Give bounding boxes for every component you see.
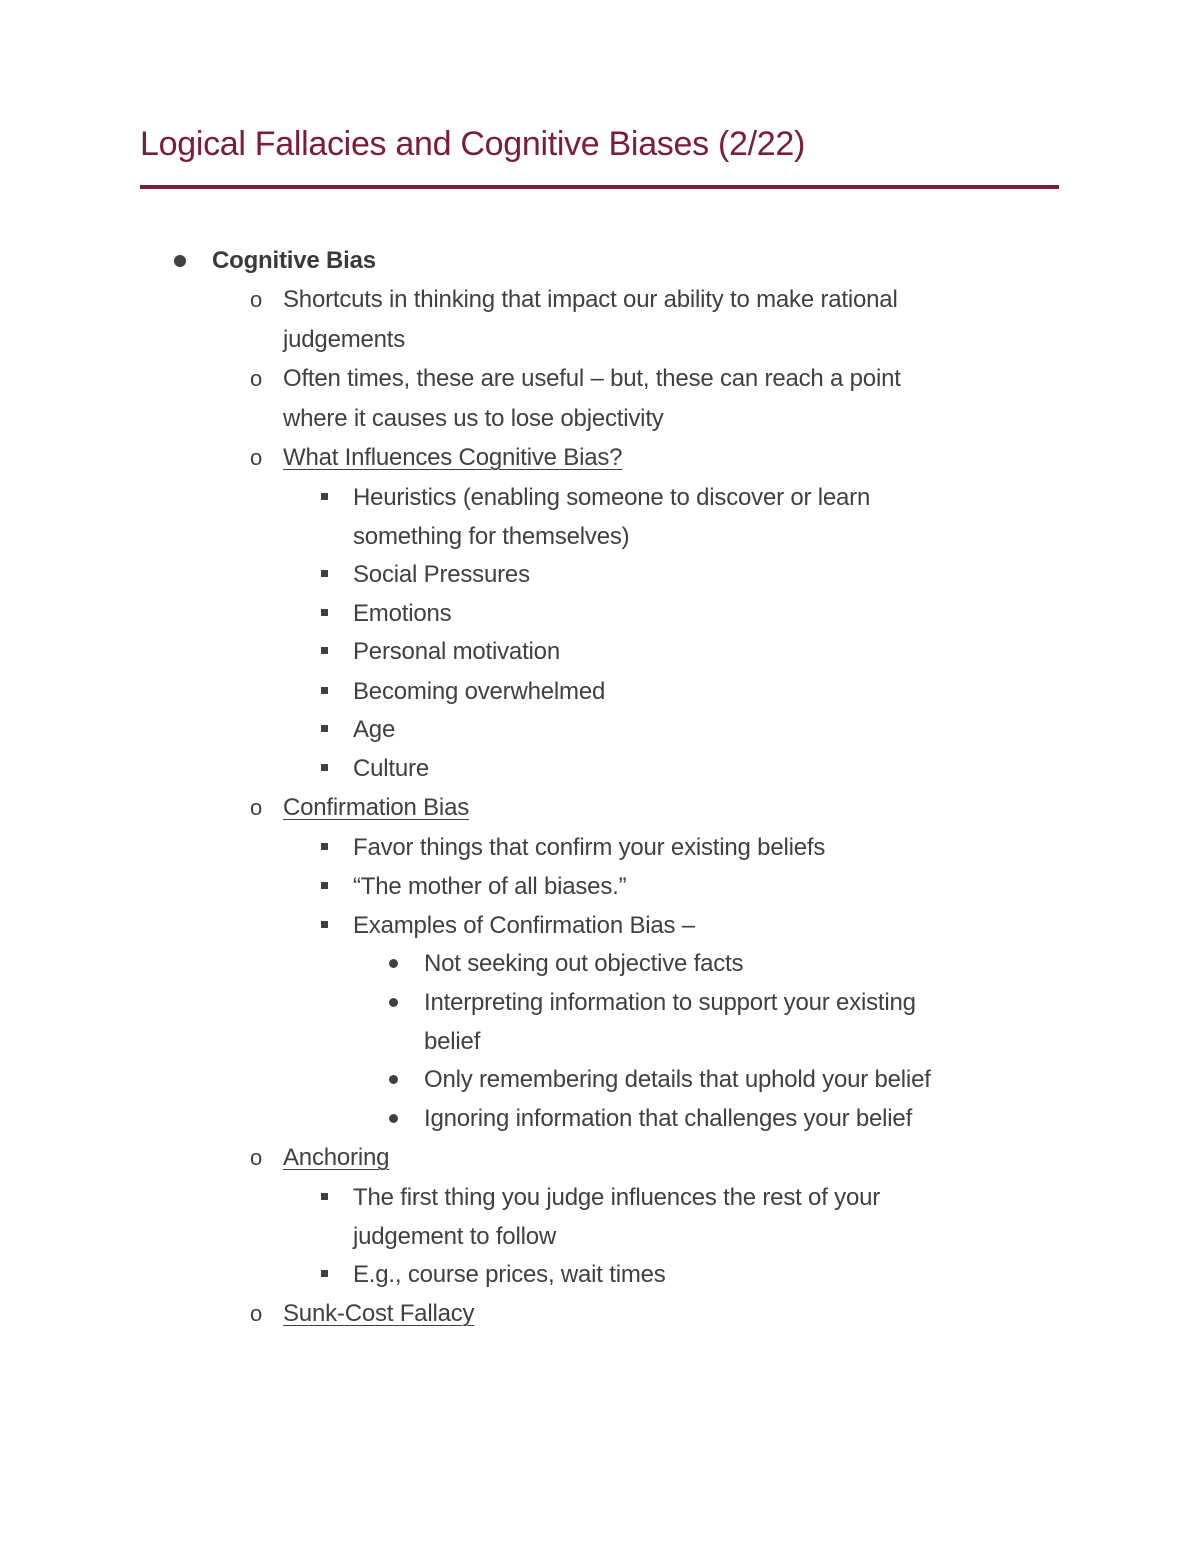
list-item: Interpreting information to support your existing <box>424 989 916 1016</box>
list-item-continued: something for themselves) <box>353 523 630 550</box>
bullet-square-icon <box>321 687 328 694</box>
bullet-square-icon <box>321 843 328 850</box>
list-item: Favor things that confirm your existing beliefs <box>353 834 826 861</box>
bullet-dot-icon <box>389 959 398 968</box>
list-item: Emotions <box>353 600 452 627</box>
list-item: Not seeking out objective facts <box>424 950 744 977</box>
bullet-circle-icon: o <box>250 445 263 470</box>
bullet-square-icon <box>321 609 328 616</box>
bullet-square-icon <box>321 921 328 928</box>
bullet-circle-icon: o <box>250 795 263 820</box>
page-title: Logical Fallacies and Cognitive Biases (2/22) <box>140 125 805 163</box>
list-item: Only remembering details that uphold your belief <box>424 1066 931 1093</box>
list-item: Ignoring information that challenges your belief <box>424 1105 913 1132</box>
bullet-square-icon <box>321 1193 328 1200</box>
bullet-dot-icon <box>174 255 186 267</box>
bullet-square-icon <box>321 493 328 500</box>
bullet-circle-icon: o <box>250 1145 263 1170</box>
subheading-confirmation-bias: Confirmation Bias <box>283 794 470 821</box>
heading-cognitive-bias: Cognitive Bias <box>212 247 376 274</box>
list-item: The first thing you judge influences the rest of your <box>353 1184 881 1211</box>
bullet-circle-icon: o <box>250 366 263 391</box>
list-item: E.g., course prices, wait times <box>353 1261 666 1288</box>
bullet-dot-icon <box>389 998 398 1007</box>
bullet-dot-icon <box>389 1114 398 1123</box>
list-item: Heuristics (enabling someone to discover or learn <box>353 484 871 511</box>
list-item-continued: judgements <box>283 326 406 353</box>
list-item: Culture <box>353 755 429 782</box>
list-item: Personal motivation <box>353 638 560 665</box>
bullet-square-icon <box>321 570 328 577</box>
list-item-continued: judgement to follow <box>353 1223 556 1250</box>
list-item: “The mother of all biases.” <box>353 873 627 900</box>
subheading-sunk-cost: Sunk-Cost Fallacy <box>283 1300 475 1327</box>
subheading-what-influences: What Influences Cognitive Bias? <box>283 444 623 471</box>
subheading-anchoring: Anchoring <box>283 1144 390 1171</box>
bullet-circle-icon: o <box>250 287 263 312</box>
bullet-circle-icon: o <box>250 1301 263 1326</box>
list-item: Examples of Confirmation Bias – <box>353 912 695 939</box>
list-item: Shortcuts in thinking that impact our ability to make rational <box>283 286 898 313</box>
bullet-square-icon <box>321 764 328 771</box>
bullet-square-icon <box>321 1270 328 1277</box>
bullet-square-icon <box>321 882 328 889</box>
list-item-continued: where it causes us to lose objectivity <box>283 405 664 432</box>
list-item-continued: belief <box>424 1028 481 1055</box>
list-item: Age <box>353 716 396 743</box>
bullet-dot-icon <box>389 1075 398 1084</box>
bullet-square-icon <box>321 647 328 654</box>
list-item: Often times, these are useful – but, these can reach a point <box>283 365 901 392</box>
list-item: Becoming overwhelmed <box>353 678 606 705</box>
bullet-square-icon <box>321 725 328 732</box>
list-item: Social Pressures <box>353 561 530 588</box>
